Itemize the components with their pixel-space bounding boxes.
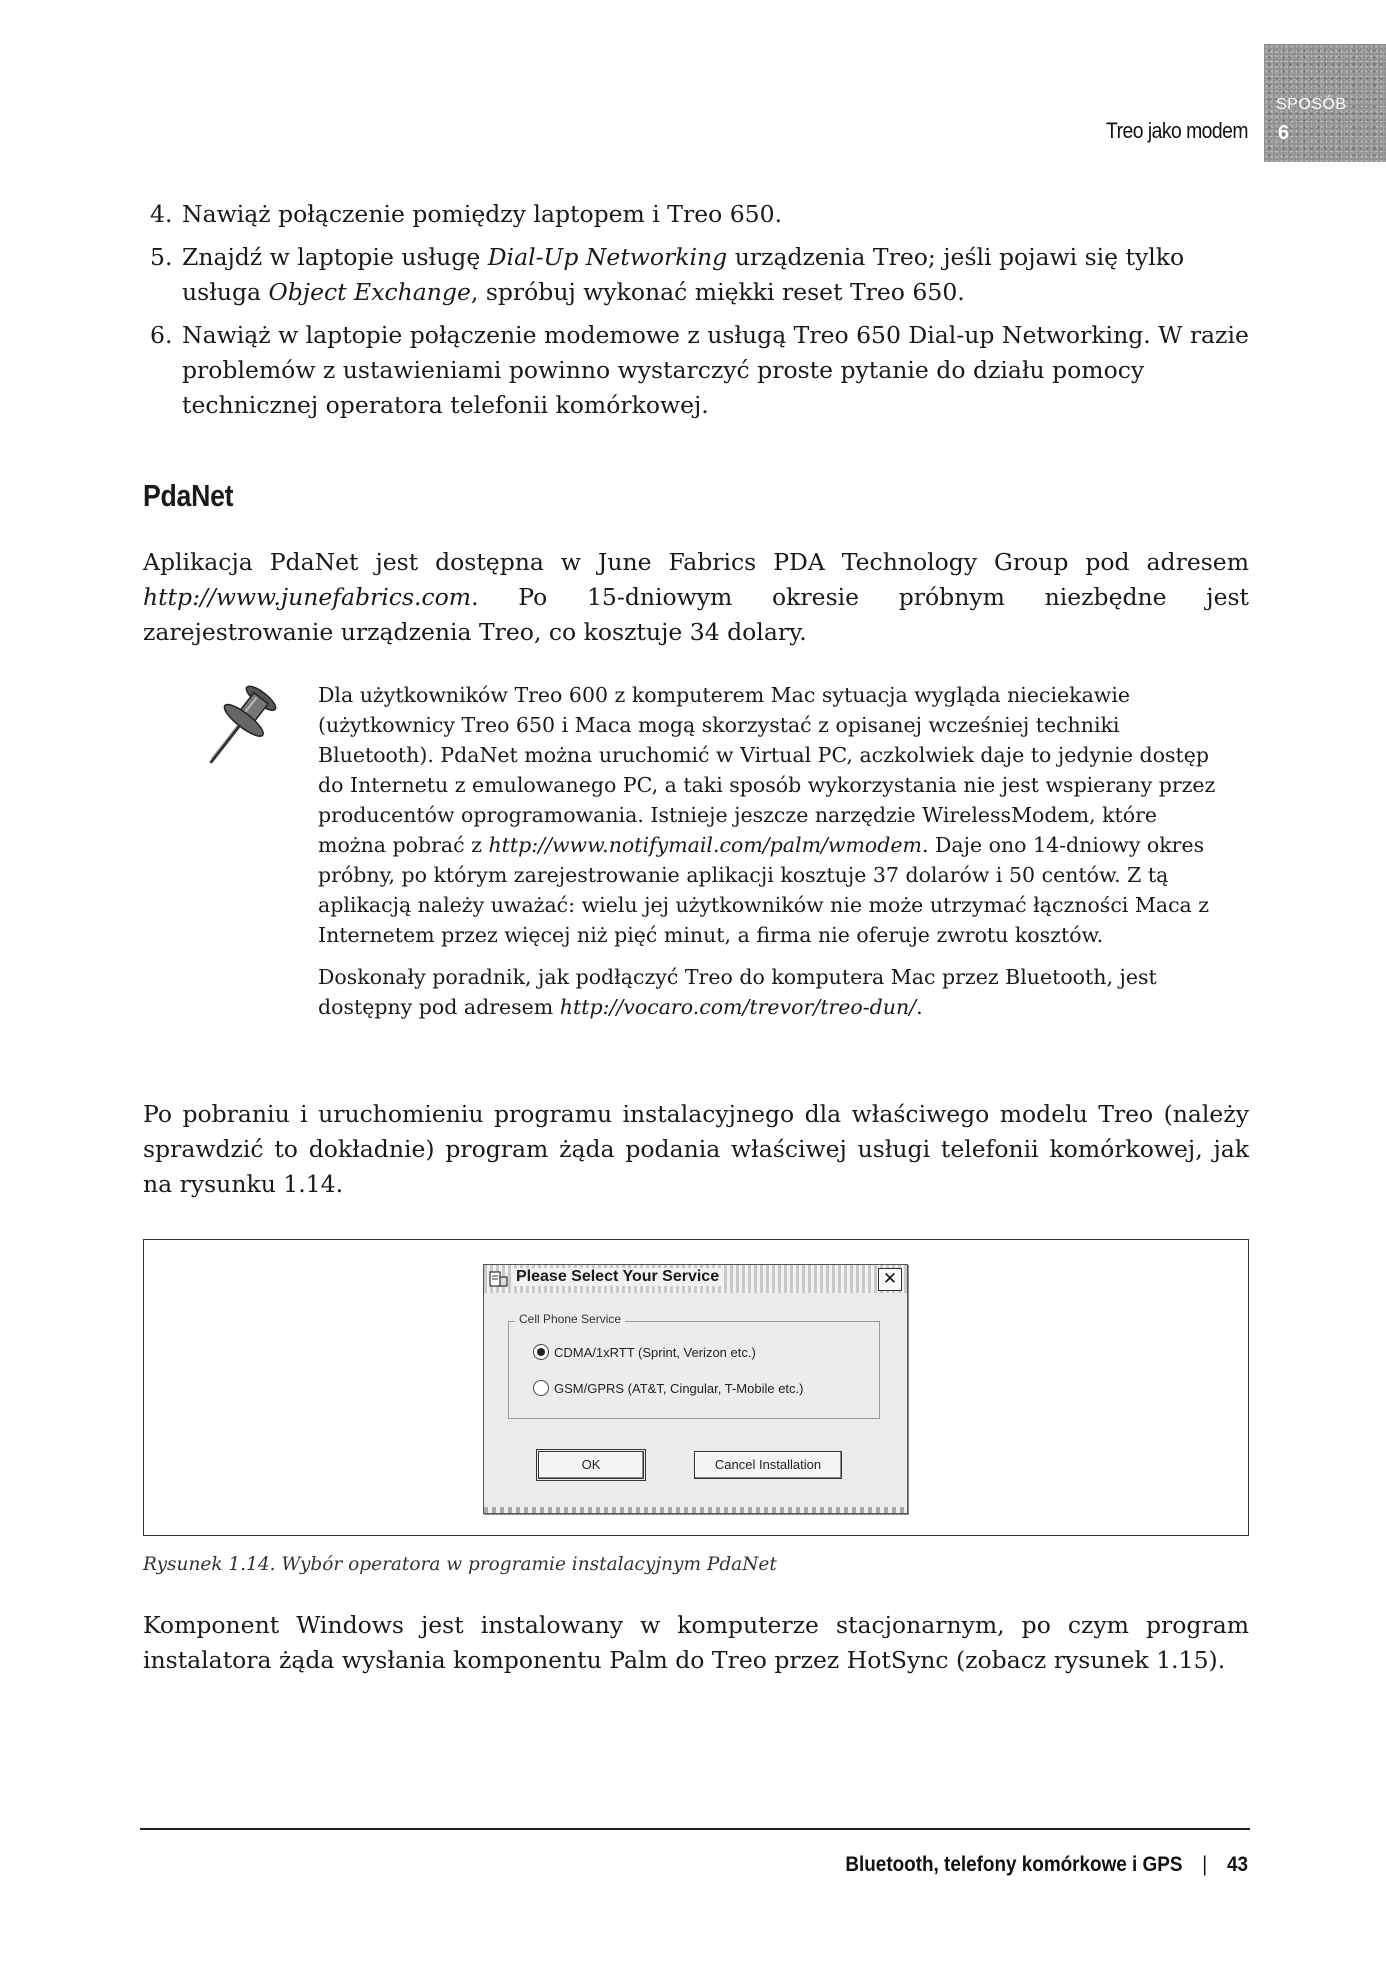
section-tab [1264, 44, 1386, 162]
note-text: . [916, 995, 923, 1019]
running-header: Treo jako modem [1105, 118, 1248, 143]
ok-button[interactable]: OK [538, 1451, 644, 1479]
url-link[interactable]: http://www.junefabrics.com [143, 583, 472, 611]
radio-button[interactable] [533, 1380, 549, 1396]
note-text: Dla użytkowników Treo 600 z komputerem Mac sytuacja wygląda nieciekawie (użytkownicy Treo 650 i Maca mogą skorzystać z opisanej wcześniej techniki Bluetooth). PdaNet można uruchomić w Virtual PC, aczkolwiek daje to jedynie dostęp do Internetu z emulowanego PC, a taki sposób wykorzystania nie jest wspierany przez producentów oprogramowania. Istnieje jeszcze narzędzie WirelessModem, które można pobrać z [318, 683, 1216, 857]
body-paragraph [143, 545, 1249, 650]
emphasis: Object Exchange [268, 278, 471, 306]
list-item-text: Znajdź w laptopie usługę [182, 243, 488, 271]
cell-phone-service-group [508, 1312, 880, 1419]
pushpin-icon [186, 676, 288, 782]
footer-book-title: Bluetooth, telefony komórkowe i GPS [845, 1853, 1183, 1876]
emphasis: Dial-Up Networking [487, 243, 728, 271]
radio-option-gsm[interactable] [533, 1380, 803, 1396]
list-item-text: , spróbuj wykonać miękki reset Treo 650. [470, 278, 965, 306]
paragraph-text: . Po 15-dniowym okresie próbnym niezbędne jest zarejestrowanie urządzenia Treo, co kosztuje 34 dolary. [143, 583, 1249, 646]
note-box [318, 680, 1218, 1034]
section-heading: PdaNet [143, 478, 234, 513]
list-item-number: 6. [150, 321, 173, 349]
dialog-title: Please Select Your Service [512, 1268, 723, 1286]
note-text: . Daje ono 14-dniowy okres próbny, po którym zarejestrowanie aplikacji kosztuje 37 dolarów i 50 centów. Z tą aplikacją należy uważać: wielu jej użytkowników nie może utrzymać łączności Maca z Internetem przez więcej niż pięć minut, a firma nie oferuje zwrotu kosztów. [318, 833, 1210, 947]
group-label: Cell Phone Service [515, 1312, 625, 1326]
note-paragraph [318, 680, 1218, 950]
body-paragraph: Po pobraniu i uruchomieniu programu instalacyjnego dla właściwego modelu Treo (należy sprawdzić to dokładnie) program żąda podania właściwej usługi telefonii komórkowej, jak na rysunku 1.14. [143, 1100, 1249, 1198]
dialog-bottom-edge [484, 1507, 907, 1513]
footer [755, 1853, 1248, 1877]
close-icon[interactable]: ✕ [878, 1268, 902, 1291]
list-item-text: Nawiąż w laptopie połączenie modemowe z usługą Treo 650 Dial-up Networking. W razie problemów z ustawieniami powinno wystarczyć proste pytanie do działu pomocy technicznej operatora telefonii komórkowej. [182, 321, 1249, 419]
url-link[interactable]: http://www.notifymail.com/palm/wmodem [488, 833, 922, 857]
note-paragraph [318, 962, 1218, 1022]
page-number: 43 [1226, 1853, 1248, 1876]
dialog-titlebar[interactable] [484, 1265, 907, 1293]
radio-option-cdma[interactable] [533, 1344, 756, 1360]
radio-button[interactable] [533, 1344, 549, 1360]
figure-frame [143, 1239, 1249, 1536]
app-icon [488, 1269, 510, 1289]
list-item-number: 4. [150, 200, 173, 228]
radio-label: CDMA/1xRTT (Sprint, Verizon etc.) [554, 1344, 756, 1360]
list-item-text: Nawiąż połączenie pomiędzy laptopem i Treo 650. [182, 200, 783, 228]
figure-caption: Rysunek 1.14. Wybór operatora w programie instalacyjnym PdaNet [143, 1554, 777, 1575]
cancel-installation-button[interactable]: Cancel Installation [694, 1451, 842, 1479]
url-link[interactable]: http://vocaro.com/trevor/treo-dun/ [559, 995, 917, 1019]
list-item [150, 197, 1260, 232]
body-paragraph: Komponent Windows jest instalowany w komputerze stacjonarnym, po czym program instalatora żąda wysłania komponentu Palm do Treo przez HotSync (zobacz rysunek 1.15). [143, 1611, 1249, 1674]
section-tab-number: 6 [1278, 122, 1290, 144]
list-item-number: 5. [150, 243, 173, 271]
paragraph-text: Aplikacja PdaNet jest dostępna w June Fabrics PDA Technology Group pod adresem [143, 548, 1249, 576]
footer-separator: | [1202, 1853, 1208, 1876]
footer-divider [140, 1828, 1250, 1830]
list-item-text: urządzenia Treo; jeśli pojawi się tylko usługa [182, 243, 1185, 306]
service-dialog [483, 1264, 908, 1514]
note-text: Doskonały poradnik, jak podłączyć Treo do komputera Mac przez Bluetooth, jest dostępny pod adresem [318, 965, 1157, 1019]
section-tab-label: SPOSÓB [1276, 96, 1347, 113]
list-item [150, 240, 1260, 310]
radio-label: GSM/GPRS (AT&T, Cingular, T-Mobile etc.) [554, 1380, 804, 1396]
steps-list [150, 197, 1260, 431]
list-item [150, 318, 1260, 423]
